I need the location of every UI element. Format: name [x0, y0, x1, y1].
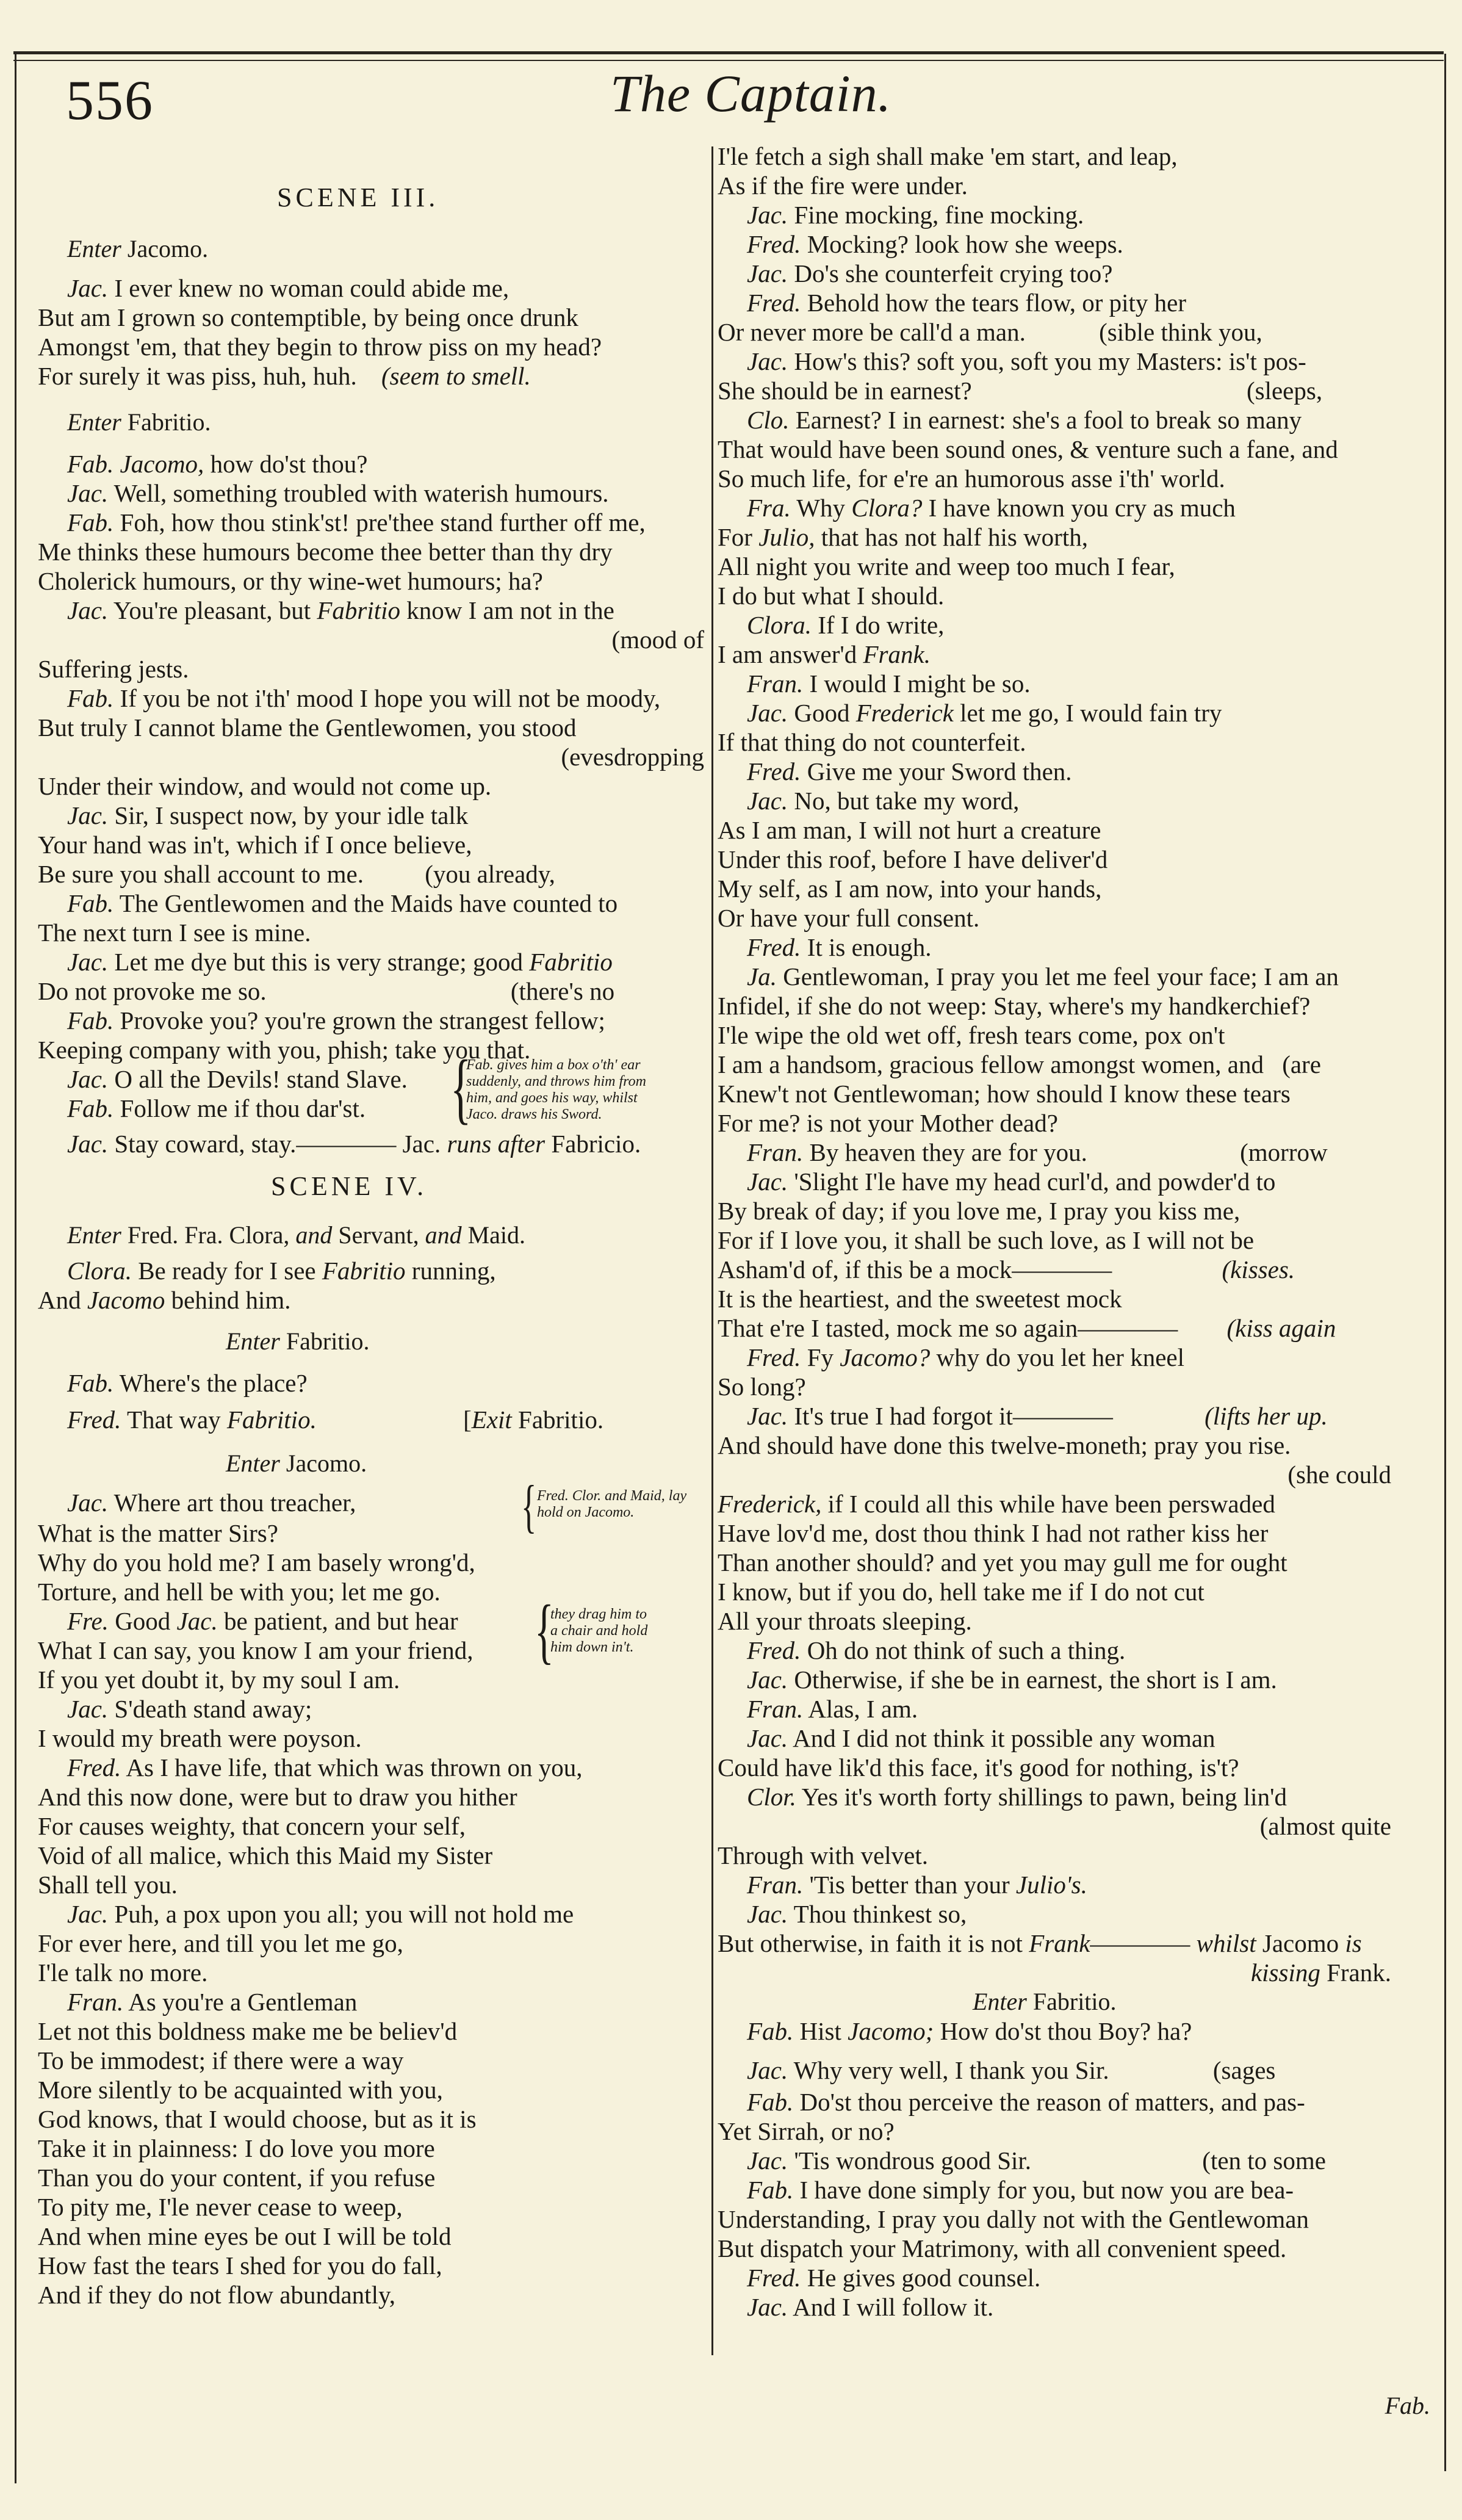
- margin-brace: {: [521, 1473, 537, 1539]
- left-text-line: To be immodest; if there were a way: [38, 2046, 404, 2074]
- margin-brace: {: [450, 1044, 472, 1132]
- margin-stage-direction: Fred. Clor. and Maid, lay: [537, 1488, 687, 1504]
- right-text-line: Fred. Oh do not think of such a thing.: [747, 1636, 1126, 1664]
- right-text-line: Clo. Earnest? I in earnest: she's a fool to break so many: [747, 406, 1302, 434]
- right-text-line: As I am man, I will not hurt a creature: [718, 816, 1101, 844]
- column-divider-rule: [711, 146, 713, 2355]
- right-text-line: Clora. If I do write,: [747, 611, 945, 639]
- left-text-line: Jac. O all the Devils! stand Slave.: [67, 1065, 408, 1093]
- left-text-line: For causes weighty, that concern your self,: [38, 1812, 466, 1840]
- margin-stage-direction: him down in't.: [550, 1639, 634, 1655]
- right-text-line: Jac. Good Frederick let me go, I would fain try: [747, 699, 1222, 727]
- right-text-line: Jac. Why very well, I thank you Sir. (sages: [747, 2056, 1276, 2084]
- left-text-line: SCENE III.: [277, 182, 439, 212]
- right-text-line: Under this roof, before I have deliver'd: [718, 845, 1108, 873]
- margin-stage-direction: they drag him to: [550, 1606, 647, 1622]
- left-text-line: Void of all malice, which this Maid my Sister: [38, 1841, 493, 1869]
- top-rule: [13, 51, 1444, 54]
- left-text-line: Jac. Let me dye but this is very strange; good Fabritio: [67, 948, 613, 976]
- left-text-line: More silently to be acquainted with you,: [38, 2076, 443, 2104]
- right-text-line: That e're I tasted, mock me so again———— (kiss again: [718, 1314, 1336, 1342]
- right-text-line: Fred. He gives good counsel.: [747, 2264, 1041, 2292]
- right-text-line: I know, but if you do, hell take me if I do not cut: [718, 1578, 1205, 1606]
- left-text-line: Enter Jacomo.: [226, 1450, 367, 1477]
- left-text-line: Do not provoke me so. (there's no: [38, 977, 615, 1005]
- left-text-line: Enter Jacomo.: [67, 235, 209, 262]
- left-text-line: Under their window, and would not come up.: [38, 772, 492, 800]
- catchword: Fab.: [1385, 2392, 1430, 2419]
- right-text-line: Jac. It's true I had forgot it———— (lifts her up.: [747, 1402, 1328, 1430]
- right-text-line: Or have your full consent.: [718, 904, 980, 932]
- left-text-line: How fast the tears I shed for you do fall,: [38, 2251, 442, 2280]
- left-text-line: Suffering jests.: [38, 655, 189, 683]
- page-number: 556: [66, 69, 154, 131]
- left-text-line: What is the matter Sirs?: [38, 1519, 278, 1547]
- right-text-line: Fab. I have done simply for you, but now you are bea-: [747, 2176, 1294, 2204]
- right-text-line: kissing Frank.: [1250, 1959, 1391, 1987]
- running-head: The Captain.: [610, 64, 892, 123]
- left-text-line: Jac. Sir, I suspect now, by your idle talk: [67, 801, 469, 829]
- left-text-line: If you yet doubt it, by my soul I am.: [38, 1666, 400, 1694]
- left-text-line: And Jacomo behind him.: [38, 1286, 291, 1314]
- right-text-line: Jac. 'Tis wondrous good Sir. (ten to some: [747, 2146, 1326, 2175]
- left-text-line: But truly I cannot blame the Gentlewomen, you stood: [38, 713, 577, 742]
- left-text-line: SCENE IV.: [271, 1171, 428, 1201]
- left-text-line: Fab. Jacomo, how do'st thou?: [67, 450, 368, 478]
- left-text-line: Torture, and hell be with you; let me go.: [38, 1578, 441, 1606]
- left-text-line: God knows, that I would choose, but as it is: [38, 2105, 477, 2133]
- left-text-line: Your hand was in't, which if I once believe,: [38, 831, 472, 859]
- right-text-line: Fran. I would I might be so.: [747, 670, 1031, 698]
- left-text-line: But am I grown so contemptible, by being once drunk: [38, 303, 578, 331]
- left-text-line: Me thinks these humours become thee better than thy dry: [38, 538, 613, 566]
- left-text-line: Clora. Be ready for I see Fabritio running,: [67, 1257, 496, 1285]
- left-text-line: Enter Fabritio.: [226, 1327, 370, 1355]
- right-text-line: So long?: [718, 1373, 806, 1401]
- right-text-line: Jac. And I did not think it possible any woman: [747, 1724, 1215, 1752]
- right-text-line: Ja. Gentlewoman, I pray you let me feel your face; I am an: [747, 962, 1339, 991]
- left-text-line: Cholerick humours, or thy wine-wet humours; ha?: [38, 567, 543, 595]
- margin-stage-direction: a chair and hold: [550, 1623, 648, 1639]
- right-text-line: But otherwise, in faith it is not Frank———— whilst Jacomo is: [718, 1929, 1362, 1957]
- right-text-line: And should have done this twelve-moneth; pray you rise.: [718, 1431, 1291, 1459]
- left-text-line: Jac. Well, something troubled with waterish humours.: [67, 479, 609, 507]
- right-text-line: Jac. Thou thinkest so,: [747, 1900, 967, 1928]
- right-text-line: Fred. Mocking? look how she weeps.: [747, 230, 1123, 258]
- left-text-line: And this now done, were but to draw you hither: [38, 1783, 517, 1811]
- left-text-line: Fab. Foh, how thou stink'st! pre'thee stand further off me,: [67, 508, 646, 536]
- left-text-line: For surely it was piss, huh, huh. (seem to smell.: [38, 362, 531, 390]
- right-text-line: All your throats sleeping.: [718, 1607, 972, 1635]
- left-text-line: Jac. I ever knew no woman could abide me,: [67, 274, 510, 302]
- right-text-line: Could have lik'd this face, it's good for nothing, is't?: [718, 1753, 1239, 1782]
- right-text-line: Fab. Do'st thou perceive the reason of matters, and pas-: [747, 2088, 1305, 2116]
- left-text-line: Let not this boldness make me be believ'd: [38, 2017, 458, 2045]
- right-text-line: Fran. By heaven they are for you. (morrow: [747, 1138, 1328, 1166]
- right-text-line: Fra. Why Clora? I have known you cry as much: [747, 494, 1236, 522]
- left-text-line: Fab. Provoke you? you're grown the strangest fellow;: [67, 1006, 605, 1034]
- right-text-line: Jac. No, but take my word,: [747, 787, 1020, 815]
- left-border-rule: [15, 54, 16, 2483]
- right-text-line: Fred. Behold how the tears flow, or pity her: [747, 289, 1186, 317]
- right-text-line: I am a handsom, gracious fellow amongst women, and (are: [718, 1050, 1321, 1078]
- right-text-line: Jac. Do's she counterfeit crying too?: [747, 259, 1113, 287]
- right-text-line: By break of day; if you love me, I pray you kiss me,: [718, 1197, 1241, 1225]
- top-rule-inner: [13, 60, 1444, 61]
- right-text-line: Jac. Otherwise, if she be in earnest, the short is I am.: [747, 1666, 1277, 1694]
- right-text-line: Or never more be call'd a man. (sible think you,: [718, 318, 1262, 346]
- left-text-line: Fab. Where's the place?: [67, 1369, 308, 1397]
- right-text-line: All night you write and weep too much I fear,: [718, 552, 1175, 580]
- right-text-line: Than another should? and yet you may gull me for ought: [718, 1548, 1287, 1576]
- left-text-line: Fab. Follow me if thou dar'st.: [67, 1094, 366, 1122]
- right-text-line: Fran. Alas, I am.: [747, 1695, 918, 1723]
- right-text-line: Asham'd of, if this be a mock———— (kisses.: [718, 1255, 1295, 1283]
- left-text-line: Jac. Stay coward, stay.———— Jac. runs after Fabricio.: [67, 1130, 641, 1158]
- right-text-line: Enter Fabritio.: [973, 1988, 1117, 2015]
- right-text-line: I'le wipe the old wet off, fresh tears come, pox on't: [718, 1021, 1225, 1049]
- left-text-line: Fran. As you're a Gentleman: [67, 1988, 358, 2016]
- left-text-line: What I can say, you know I am your friend,: [38, 1636, 474, 1664]
- right-text-line: Jac. Fine mocking, fine mocking.: [747, 201, 1084, 229]
- right-text-line: I'le fetch a sigh shall make 'em start, and leap,: [718, 142, 1178, 170]
- right-text-line: Through with velvet.: [718, 1841, 929, 1869]
- right-text-line: For if I love you, it shall be such love, as I will not be: [718, 1226, 1255, 1254]
- right-text-line: Fab. Hist Jacomo; How do'st thou Boy? ha?: [747, 2017, 1192, 2045]
- margin-stage-direction: Jaco. draws his Sword.: [466, 1107, 602, 1122]
- left-text-line: For ever here, and till you let me go,: [38, 1929, 403, 1957]
- margin-brace: {: [535, 1590, 554, 1671]
- left-text-line: And if they do not flow abundantly,: [38, 2281, 396, 2309]
- left-text-line: Amongst 'em, that they begin to throw piss on my head?: [38, 333, 602, 361]
- right-text-line: (almost quite: [1259, 1812, 1391, 1840]
- right-text-line: For me? is not your Mother dead?: [718, 1109, 1058, 1137]
- right-text-line: If that thing do not counterfeit.: [718, 728, 1026, 756]
- left-text-line: Fab. If you be not i'th' mood I hope you will not be moody,: [67, 684, 661, 712]
- right-text-line: Knew't not Gentlewoman; how should I know these tears: [718, 1080, 1291, 1108]
- left-text-line: Enter Fred. Fra. Clora, and Servant, and Maid.: [67, 1221, 526, 1249]
- left-text-line: Jac. Puh, a pox upon you all; you will not hold me: [67, 1900, 574, 1928]
- right-text-line: But dispatch your Matrimony, with all convenient speed.: [718, 2234, 1287, 2262]
- left-text-line: Enter Fabritio.: [67, 408, 211, 436]
- margin-stage-direction: hold on Jacomo.: [537, 1504, 635, 1520]
- left-text-line: Than you do your content, if you refuse: [38, 2164, 436, 2192]
- right-text-line: Understanding, I pray you dally not with the Gentlewoman: [718, 2205, 1309, 2233]
- right-text-line: Frederick, if I could all this while have been perswaded: [718, 1490, 1275, 1518]
- left-text-line: To pity me, I'le never cease to weep,: [38, 2193, 403, 2221]
- left-text-line: (mood of: [611, 626, 704, 654]
- left-text-line: Jac. You're pleasant, but Fabritio know I am not in the: [67, 596, 614, 624]
- right-text-line: Yet Sirrah, or no?: [718, 2117, 895, 2145]
- right-text-line: I am answer'd Frank.: [718, 640, 931, 668]
- left-text-line: Why do you hold me? I am basely wrong'd,: [38, 1548, 475, 1576]
- right-text-line: (she could: [1287, 1460, 1391, 1489]
- right-text-line: I do but what I should.: [718, 582, 945, 610]
- left-text-line: (evesdropping: [561, 743, 704, 771]
- right-text-line: For Julio, that has not half his worth,: [718, 523, 1088, 551]
- right-text-line: My self, as I am now, into your hands,: [718, 875, 1102, 903]
- right-border-rule: [1444, 54, 1446, 2471]
- margin-stage-direction: him, and goes his way, whilst: [466, 1090, 638, 1106]
- right-text-line: She should be in earnest? (sleeps,: [718, 377, 1323, 405]
- right-text-line: Jac. 'Slight I'le have my head curl'd, and powder'd to: [747, 1168, 1276, 1196]
- right-text-line: Fred. Give me your Sword then.: [747, 757, 1072, 785]
- left-text-line: Fab. The Gentlewomen and the Maids have counted to: [67, 889, 618, 917]
- right-text-line: So much life, for e're an humorous asse i'th' world.: [718, 464, 1225, 493]
- right-text-line: Infidel, if she do not weep: Stay, where's my handkerchief?: [718, 992, 1311, 1020]
- left-text-line: Fre. Good Jac. be patient, and but hear: [67, 1607, 458, 1635]
- left-text-line: Shall tell you.: [38, 1871, 178, 1899]
- left-text-line: I would my breath were poyson.: [38, 1724, 362, 1752]
- left-text-line: Fred. That way Fabritio. [Exit Fabritio.: [67, 1406, 604, 1434]
- right-text-line: Fran. 'Tis better than your Julio's.: [747, 1871, 1087, 1899]
- right-text-line: As if the fire were under.: [718, 171, 968, 200]
- right-text-line: Clor. Yes it's worth forty shillings to pawn, being lin'd: [747, 1783, 1287, 1811]
- left-text-line: I'le talk no more.: [38, 1959, 208, 1987]
- right-text-line: That would have been sound ones, & venture such a fane, and: [718, 435, 1338, 463]
- right-text-line: Jac. How's this? soft you, soft you my Masters: is't pos-: [747, 347, 1306, 375]
- right-text-line: It is the heartiest, and the sweetest mock: [718, 1285, 1122, 1313]
- right-text-line: Have lov'd me, dost thou think I had not rather kiss her: [718, 1519, 1269, 1547]
- left-text-line: Be sure you shall account to me. (you already,: [38, 860, 555, 888]
- left-text-line: Keeping company with you, phish; take you that.: [38, 1036, 531, 1064]
- left-text-line: And when mine eyes be out I will be told: [38, 2222, 452, 2250]
- right-text-line: Jac. And I will follow it.: [747, 2293, 994, 2321]
- left-text-line: Jac. Where art thou treacher,: [67, 1489, 356, 1517]
- left-text-line: Jac. S'death stand away;: [67, 1695, 312, 1723]
- margin-stage-direction: Fab. gives him a box o'th' ear: [466, 1057, 641, 1073]
- right-text-line: Fred. It is enough.: [747, 933, 932, 961]
- margin-stage-direction: suddenly, and throws him from: [466, 1074, 646, 1089]
- right-text-line: Fred. Fy Jacomo? why do you let her kneel: [747, 1343, 1184, 1371]
- left-text-line: Take it in plainness: I do love you more: [38, 2134, 435, 2162]
- left-text-line: The next turn I see is mine.: [38, 919, 311, 947]
- left-text-line: Fred. As I have life, that which was thrown on you,: [67, 1753, 583, 1782]
